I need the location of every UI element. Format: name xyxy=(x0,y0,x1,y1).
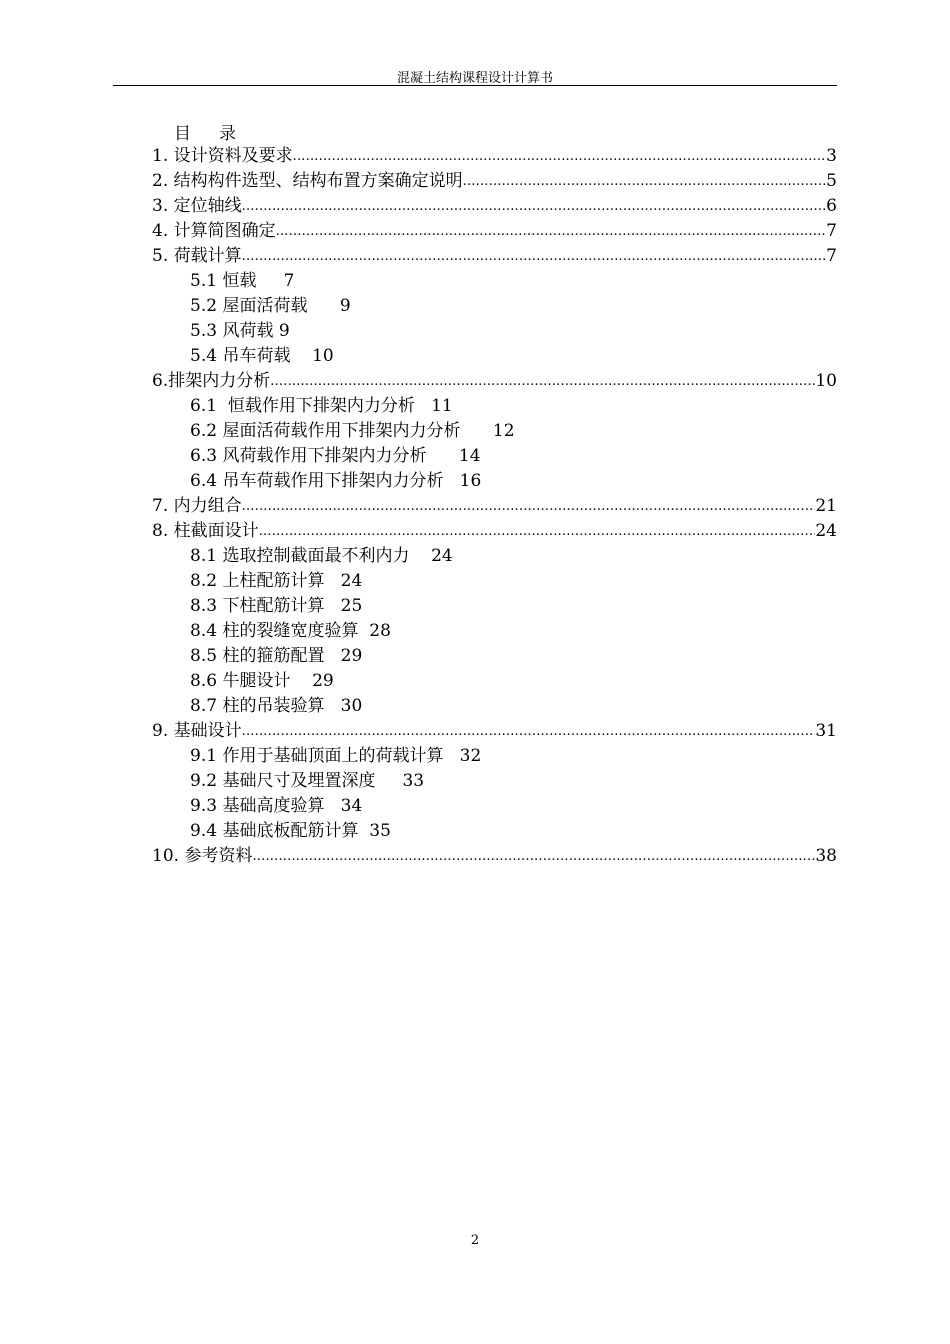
toc-entry-label: 3. 定位轴线 xyxy=(152,196,242,216)
toc-entry-label: 9.4 基础底板配筋计算 xyxy=(190,821,359,841)
toc-entry-label: 8.7 柱的吊装验算 xyxy=(190,696,325,716)
toc-page-number: 24 xyxy=(340,571,363,591)
toc-entry-gap xyxy=(307,294,339,319)
toc-dot-leader xyxy=(252,844,815,869)
toc-entry-gap xyxy=(290,344,312,369)
toc-entry-gap xyxy=(426,444,458,469)
toc-title-second: 录 xyxy=(219,124,236,144)
toc-page-number: 28 xyxy=(369,621,391,641)
toc-subentry[interactable] xyxy=(152,344,837,369)
toc-dot-leader xyxy=(270,369,815,394)
toc-page-number: 38 xyxy=(815,846,837,866)
toc-page-number: 6 xyxy=(826,196,837,216)
toc-entry-label: 6.2 屋面活荷载作用下排架内力分析 xyxy=(190,421,461,441)
toc-entry-gap xyxy=(358,619,369,644)
toc-page-number: 34 xyxy=(340,796,363,816)
header-rule xyxy=(113,85,837,86)
toc-entry-label: 9. 基础设计 xyxy=(152,721,242,741)
toc-entry-gap xyxy=(358,819,369,844)
toc-entry-label: 6.3 风荷载作用下排架内力分析 xyxy=(190,446,427,466)
toc-subentry[interactable] xyxy=(152,819,837,844)
toc-subentry[interactable] xyxy=(152,444,837,469)
toc-entry-label: 9.2 基础尺寸及埋置深度 xyxy=(190,771,376,791)
toc-entry-gap xyxy=(375,769,402,794)
toc-entry[interactable] xyxy=(152,719,837,744)
toc-entry-gap xyxy=(324,694,340,719)
toc-subentry[interactable] xyxy=(152,769,837,794)
toc-page-number: 10 xyxy=(312,346,334,366)
toc-entry-gap xyxy=(324,794,340,819)
toc-entry-label: 5.1 恒载 xyxy=(190,271,257,291)
toc-subentry[interactable] xyxy=(152,744,837,769)
page-number: 2 xyxy=(470,1233,480,1248)
toc-entry[interactable] xyxy=(152,244,837,269)
toc-page-number: 25 xyxy=(340,596,363,616)
toc-entry-label: 5.2 屋面活荷载 xyxy=(190,296,308,316)
toc-entry-label: 8.4 柱的裂缝宽度验算 xyxy=(190,621,359,641)
toc-page-number: 7 xyxy=(826,246,837,266)
toc-entry-label: 5.3 风荷载 xyxy=(190,321,274,341)
toc-subentry[interactable] xyxy=(152,294,837,319)
toc-entry-label: 8.1 选取控制截面最不利内力 xyxy=(190,546,410,566)
toc-subentry[interactable] xyxy=(152,794,837,819)
toc-entry-label: 6.4 吊车荷载作用下排架内力分析 xyxy=(190,471,444,491)
toc-page-number: 14 xyxy=(458,446,481,466)
toc-subentry[interactable] xyxy=(152,694,837,719)
toc-page-number: 9 xyxy=(339,296,351,316)
toc-page-number: 30 xyxy=(340,696,363,716)
toc-dot-leader xyxy=(463,169,827,194)
toc-subentry[interactable] xyxy=(152,269,837,294)
toc-entry-gap xyxy=(256,269,283,294)
toc-entry-gap xyxy=(324,569,340,594)
toc-page-number: 16 xyxy=(459,471,482,491)
toc-page-number: 12 xyxy=(492,421,515,441)
toc-entry[interactable] xyxy=(152,144,837,169)
toc-page-number: 7 xyxy=(826,221,837,241)
toc-dot-leader xyxy=(276,219,827,244)
toc-entry-label: 6.1 恒载作用下排架内力分析 xyxy=(190,396,415,416)
toc-entry-label: 8.3 下柱配筋计算 xyxy=(190,596,325,616)
toc-page-number: 3 xyxy=(826,146,837,166)
toc-entry[interactable] xyxy=(152,494,837,519)
toc-dot-leader xyxy=(242,194,827,219)
toc-entry-label: 8. 柱截面设计 xyxy=(152,521,259,541)
toc-entry-gap xyxy=(415,394,431,419)
toc-entry[interactable] xyxy=(152,844,837,869)
toc-dot-leader xyxy=(242,494,816,519)
toc-entry-label: 4. 计算简图确定 xyxy=(152,221,276,241)
toc-subentry[interactable] xyxy=(152,669,837,694)
toc-entry-label: 9.3 基础高度验算 xyxy=(190,796,325,816)
toc-page-number: 9 xyxy=(278,321,290,341)
toc-entry-label: 6.排架内力分析 xyxy=(152,371,271,391)
toc-entry-gap xyxy=(290,669,312,694)
toc-subentry[interactable] xyxy=(152,544,837,569)
toc-entry-gap xyxy=(443,469,459,494)
toc-page-number: 35 xyxy=(369,821,391,841)
toc-dot-leader xyxy=(242,244,827,269)
toc-entry-label: 7. 内力组合 xyxy=(152,496,242,516)
toc-entry[interactable] xyxy=(152,194,837,219)
toc-subentry[interactable] xyxy=(152,319,837,344)
toc-page-number: 11 xyxy=(431,396,453,416)
toc-entry-label: 8.6 牛腿设计 xyxy=(190,671,291,691)
toc-entry[interactable] xyxy=(152,169,837,194)
toc-entry-gap xyxy=(324,594,340,619)
toc-entry-label: 1. 设计资料及要求 xyxy=(152,146,293,166)
toc-dot-leader xyxy=(259,519,816,544)
toc-entry-label: 5. 荷载计算 xyxy=(152,246,242,266)
toc-subentry[interactable] xyxy=(152,594,837,619)
toc-page-number: 7 xyxy=(283,271,295,291)
toc-page-number: 24 xyxy=(815,521,837,541)
toc-title-first: 目 xyxy=(174,124,191,144)
toc-entry-gap xyxy=(460,419,492,444)
toc-subentry[interactable] xyxy=(152,419,837,444)
toc-entry-gap xyxy=(409,544,431,569)
toc-entry-label: 8.5 柱的箍筋配置 xyxy=(190,646,325,666)
toc-subentry[interactable] xyxy=(152,394,837,419)
toc-entry[interactable] xyxy=(152,219,837,244)
toc-entry-label: 8.2 上柱配筋计算 xyxy=(190,571,325,591)
toc-page-number: 29 xyxy=(340,646,363,666)
toc-page-number: 29 xyxy=(312,671,334,691)
toc-entry-label: 9.1 作用于基础顶面上的荷载计算 xyxy=(190,746,444,766)
toc-title xyxy=(174,119,236,144)
toc-page-number: 32 xyxy=(459,746,482,766)
toc-entry[interactable] xyxy=(152,519,837,544)
running-header: 混凝土结构课程设计计算书 xyxy=(396,71,553,86)
toc-entry[interactable] xyxy=(152,369,837,394)
toc-entry-label: 5.4 吊车荷载 xyxy=(190,346,291,366)
table-of-contents xyxy=(152,144,837,869)
toc-page-number: 31 xyxy=(815,721,837,741)
toc-page-number: 24 xyxy=(431,546,453,566)
toc-entry-label: 2. 结构构件选型、结构布置方案确定说明 xyxy=(152,171,463,191)
toc-page-number: 10 xyxy=(815,371,837,391)
toc-subentry[interactable] xyxy=(152,569,837,594)
toc-dot-leader xyxy=(293,144,827,169)
toc-entry-gap xyxy=(443,744,459,769)
toc-entry-gap xyxy=(324,644,340,669)
toc-entry-label: 10. 参考资料 xyxy=(152,846,253,866)
toc-subentry[interactable] xyxy=(152,619,837,644)
toc-page-number: 5 xyxy=(826,171,837,191)
toc-subentry[interactable] xyxy=(152,469,837,494)
toc-subentry[interactable] xyxy=(152,644,837,669)
toc-dot-leader xyxy=(242,719,816,744)
toc-page-number: 21 xyxy=(815,496,837,516)
toc-page-number: 33 xyxy=(402,771,425,791)
